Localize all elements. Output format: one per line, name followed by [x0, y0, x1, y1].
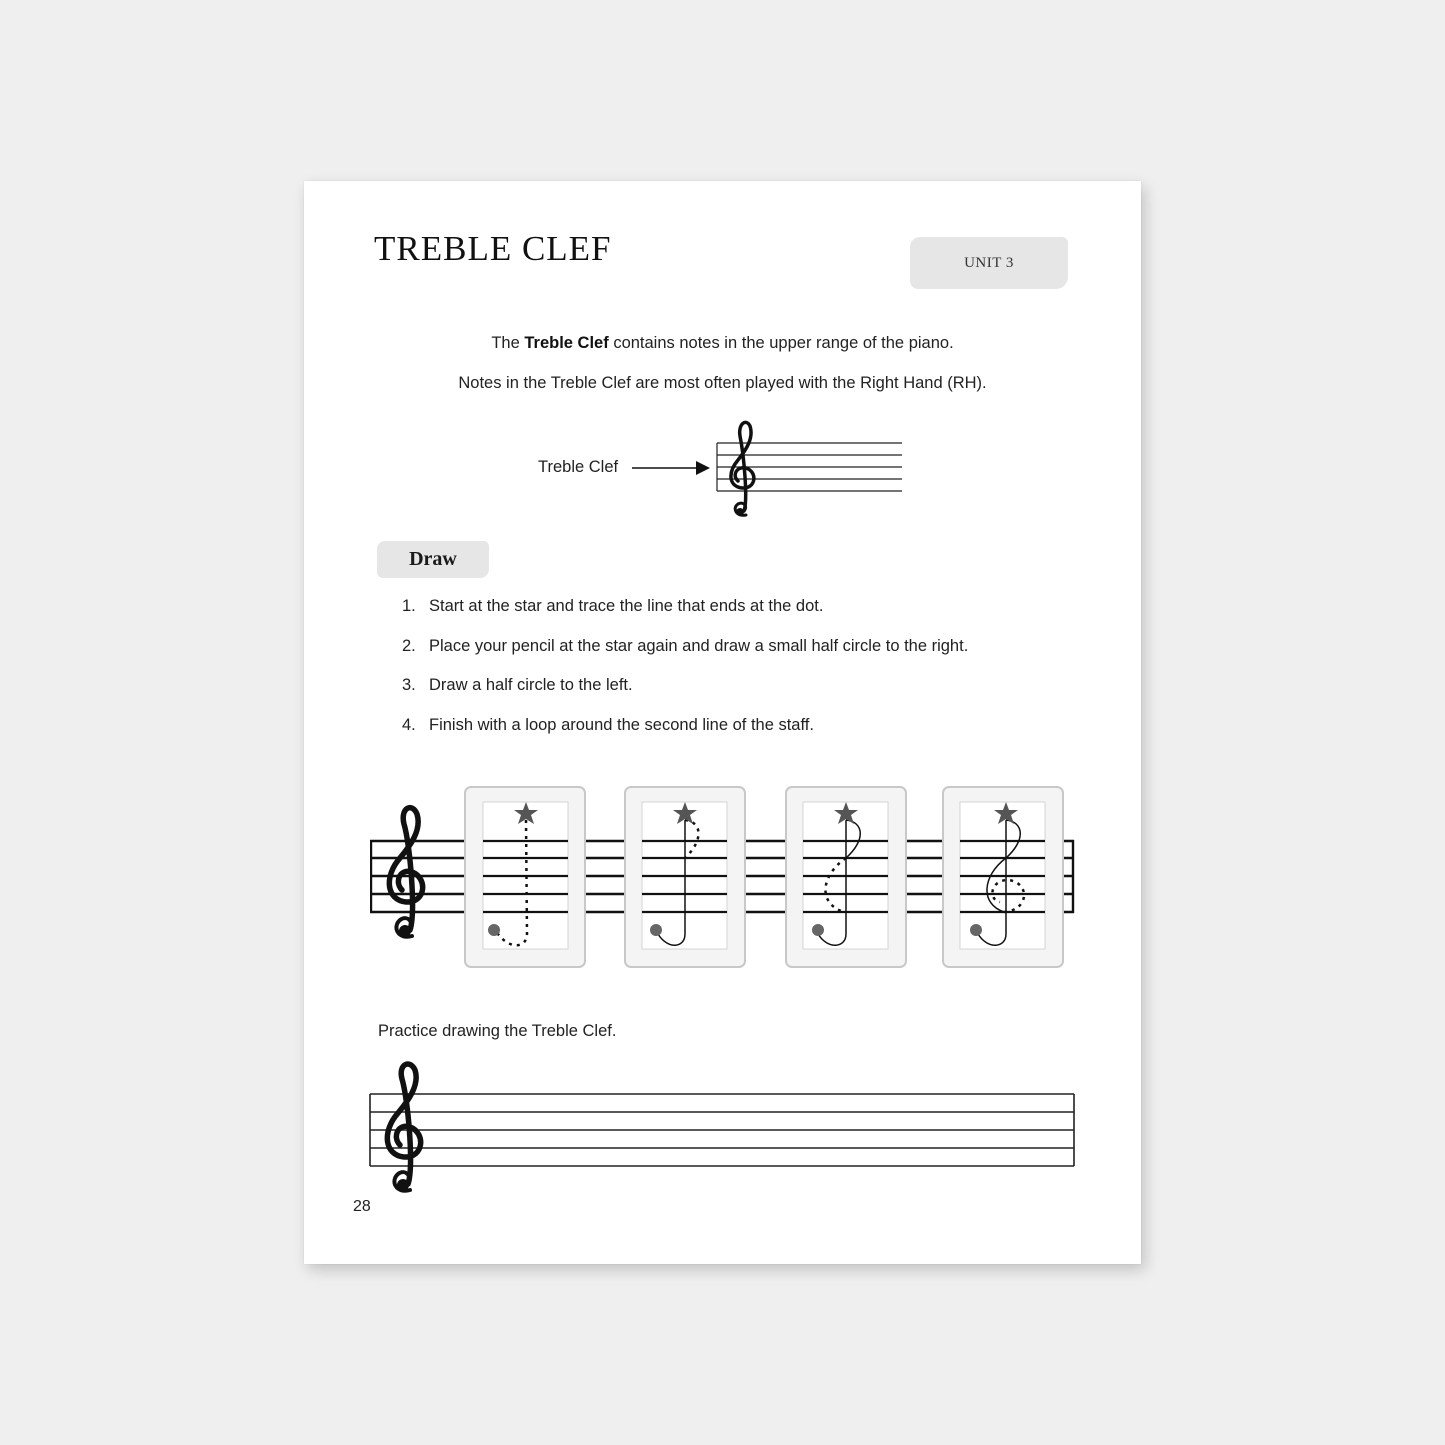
page-number: 28	[353, 1198, 371, 1215]
intro-line-2: Notes in the Treble Clef are most often played with the Right Hand (RH).	[458, 374, 987, 392]
end-dot-icon	[650, 924, 662, 936]
draw-steps-list	[402, 597, 968, 755]
list-item: 4. Finish with a loop around the second line of the staff.	[402, 715, 814, 734]
demo-treble-clef-label: Treble Clef	[538, 458, 619, 476]
demo-staff-diagram	[532, 416, 912, 526]
step-card-3	[786, 787, 906, 967]
workbook-page	[304, 181, 1141, 1264]
treble-clef-icon	[387, 1064, 420, 1191]
tracing-steps-staff	[370, 784, 1080, 974]
treble-clef-icon	[389, 808, 422, 937]
unit-badge: UNIT 3	[910, 237, 1068, 289]
list-item: 3. Draw a half circle to the left.	[402, 676, 633, 694]
draw-heading-badge: Draw	[377, 541, 489, 578]
page-title: TREBLE CLEF	[374, 229, 612, 268]
treble-clef-icon	[731, 422, 754, 516]
end-dot-icon	[488, 924, 500, 936]
practice-staff[interactable]	[368, 1061, 1080, 1201]
step-card-2	[625, 787, 745, 967]
practice-staff-lines	[370, 1094, 1074, 1166]
step-card-1	[465, 787, 585, 967]
list-item: 2. Place your pencil at the star again and draw a small half circle to the right.	[402, 636, 969, 655]
practice-instruction: Practice drawing the Treble Clef.	[378, 1022, 617, 1040]
step-card-4	[943, 787, 1063, 967]
intro-line-1: The Treble Clef contains notes in the upper range of the piano.	[491, 334, 954, 352]
end-dot-icon	[970, 924, 982, 936]
list-item: 1. Start at the star and trace the line that ends at the dot.	[402, 597, 824, 615]
pointer-arrow-icon	[632, 461, 710, 475]
treble-clef-bold-term: Treble Clef	[524, 334, 609, 352]
end-dot-icon	[812, 924, 824, 936]
